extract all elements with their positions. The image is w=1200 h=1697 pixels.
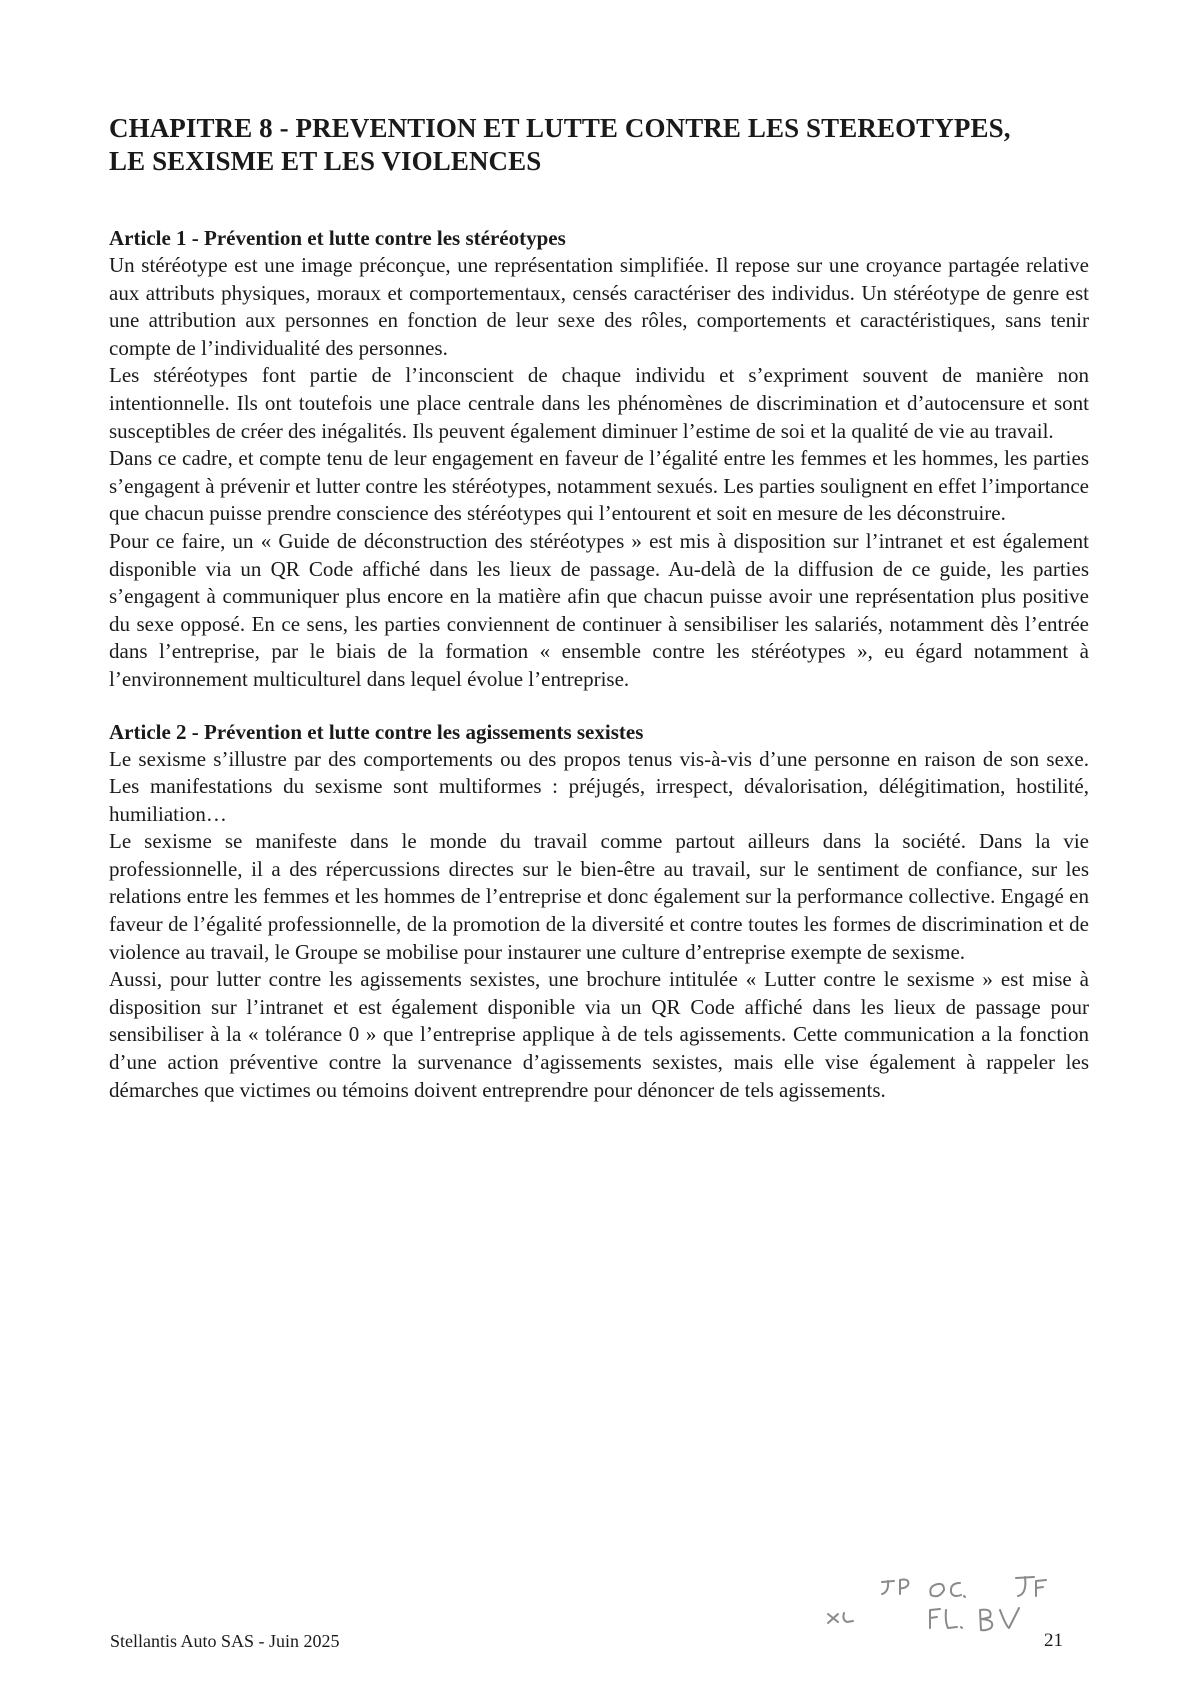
article-2-paragraph-1: Le sexisme s’illustre par des comportements ou des propos tenus vis-à-vis d’une personne en raison de son sexe. Les manifestations du sexisme sont multiformes : préjugés, irrespect, dévalorisation, délégitimation, hostilité, humiliation…	[109, 746, 1089, 826]
article-1-paragraph-3: Dans ce cadre, et compte tenu de leur engagement en faveur de l’égalité entre les femmes et les hommes, les parties s’engagent à prévenir et lutter contre les stéréotypes, notamment sexués. Les parties soulignent en effet l’importance que chacun puisse prendre conscience des stéréotypes qui l’entourent et soit en mesure de les déconstruire.	[109, 446, 1089, 526]
chapter-title-line-2: LE SEXISME ET LES VIOLENCES	[109, 146, 542, 176]
page-content	[109, 112, 1089, 1104]
article-2-paragraph-2: Le sexisme se manifeste dans le monde du travail comme partout ailleurs dans la société. Dans la vie professionnelle, il a des répercussions directes sur le bien-être au travail, sur le sentiment de confiance, sur les relations entre les femmes et les hommes de l’entreprise et donc également sur la performance collective. Engagé en faveur de l’égalité professionnelle, de la promotion de la diversité et contre toutes les formes de discrimination et de violence au travail, le Groupe se mobilise pour instaurer une culture d’entreprise exempte de sexisme.	[109, 829, 1089, 964]
chapter-title	[109, 112, 1089, 178]
article-1-paragraph-4: Pour ce faire, un « Guide de déconstruction des stéréotypes » est mis à disposition sur l’intranet et est également disponible via un QR Code affiché dans les lieux de passage. Au-delà de la diffusion de ce guide, les parties s’engagent à communiquer plus encore en la matière afin que chacun puisse avoir une représentation plus positive du sexe opposé. En ce sens, les parties conviennent de continuer à sensibiliser les salariés, notamment dès l’entrée dans l’entreprise, par le biais de la formation « ensemble contre les stéréotypes », eu égard notamment à l’environnement multiculturel dans lequel évolue l’entreprise.	[109, 528, 1089, 691]
article-2-paragraph-3: Aussi, pour lutter contre les agissements sexistes, une brochure intitulée « Lutter contre le sexisme » est mise à disposition sur l’intranet et est également disponible via un QR Code affiché dans les lieux de passage pour sensibiliser à la « tolérance 0 » que l’entreprise applique à de tels agissements. Cette communication a la fonction d’une action préventive contre la survenance d’agissements sexistes, mais elle vise également à rappeler les démarches que victimes ou témoins doivent entreprendre pour dénoncer de tels agissements.	[109, 967, 1089, 1102]
page-number: 21	[1044, 1630, 1063, 1651]
article-1-paragraph-1: Un stéréotype est une image préconçue, une représentation simplifiée. Il repose sur une croyance partagée relative aux attributs physiques, moraux et comportementaux, censés caractériser des individus. Un stéréotype de genre est une attribution aux personnes en fonction de leur sexe des rôles, comportements et caractéristiques, sans tenir compte de l’individualité des personnes.	[109, 253, 1089, 360]
article-1-paragraph-2: Les stéréotypes font partie de l’inconscient de chaque individu et s’expriment souvent de manière non intentionnelle. Ils ont toutefois une place centrale dans les phénomènes de discrimination et d’autocensure et sont susceptibles de créer des inégalités. Ils peuvent également diminuer l’estime de soi et la qualité de vie au travail.	[109, 363, 1089, 443]
article-1-title: Article 1 - Prévention et lutte contre les stéréotypes	[109, 226, 566, 250]
chapter-title-line-1: CHAPITRE 8 - PREVENTION ET LUTTE CONTRE LES STEREOTYPES,	[109, 113, 1011, 143]
initials-signature-icon	[820, 1568, 1060, 1638]
article-2-title: Article 2 - Prévention et lutte contre les agissements sexistes	[109, 719, 644, 744]
handwritten-initials	[820, 1568, 1060, 1638]
footer-company-date: Stellantis Auto SAS - Juin 2025	[110, 1631, 340, 1651]
